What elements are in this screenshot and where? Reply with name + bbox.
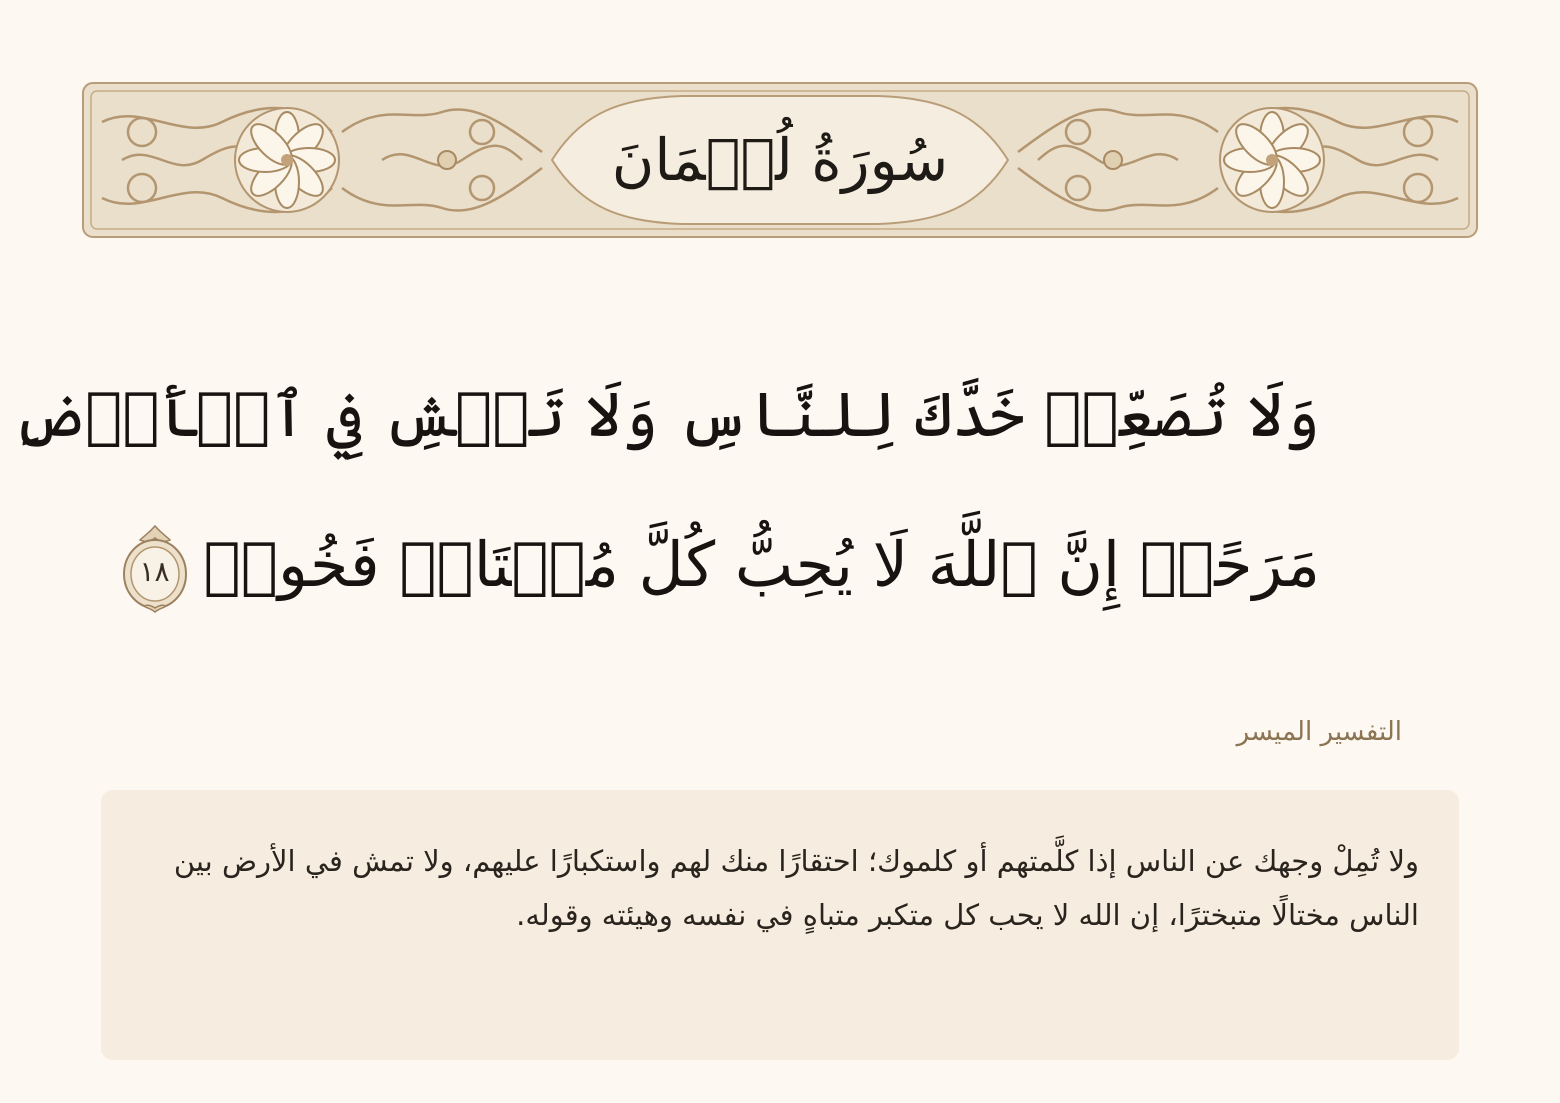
ayah-line-2 xyxy=(139,490,1320,640)
ayah-number-marker xyxy=(120,522,190,618)
surah-header-banner xyxy=(82,82,1478,238)
ayah-line-1: وَلَا تُصَعِّرۡ خَدَّكَ لِلنَّاسِ وَلَا تَمۡشِ فِي ٱلۡأَرۡضِ xyxy=(12,378,1320,451)
tafsir-box xyxy=(101,790,1459,1060)
ayah-line-2-text: مَرَحًاۖ إِنَّ ٱللَّهَ لَا يُحِبُّ كُلَّ مُخۡتَالٖ فَخُورٖ xyxy=(203,528,1320,601)
ayah-number: ١٨ xyxy=(139,554,170,588)
ayah-text xyxy=(12,340,1320,640)
tafsir-text: ولا تُمِلْ وجهك عن الناس إذا كلَّمتهم أو كلموك؛ احتقارًا منك لهم واستكبارًا عليهم، ولا تمش في الأرض بين الناس مختالًا متبخترًا، إن الله لا يحب كل متكبر متباهٍ في نفسه وهيئته وقوله. xyxy=(173,844,1419,932)
tafsir-label: التفسير الميسر xyxy=(1236,717,1402,747)
surah-title: سُورَةُ لُقۡمَانَ xyxy=(611,126,949,194)
